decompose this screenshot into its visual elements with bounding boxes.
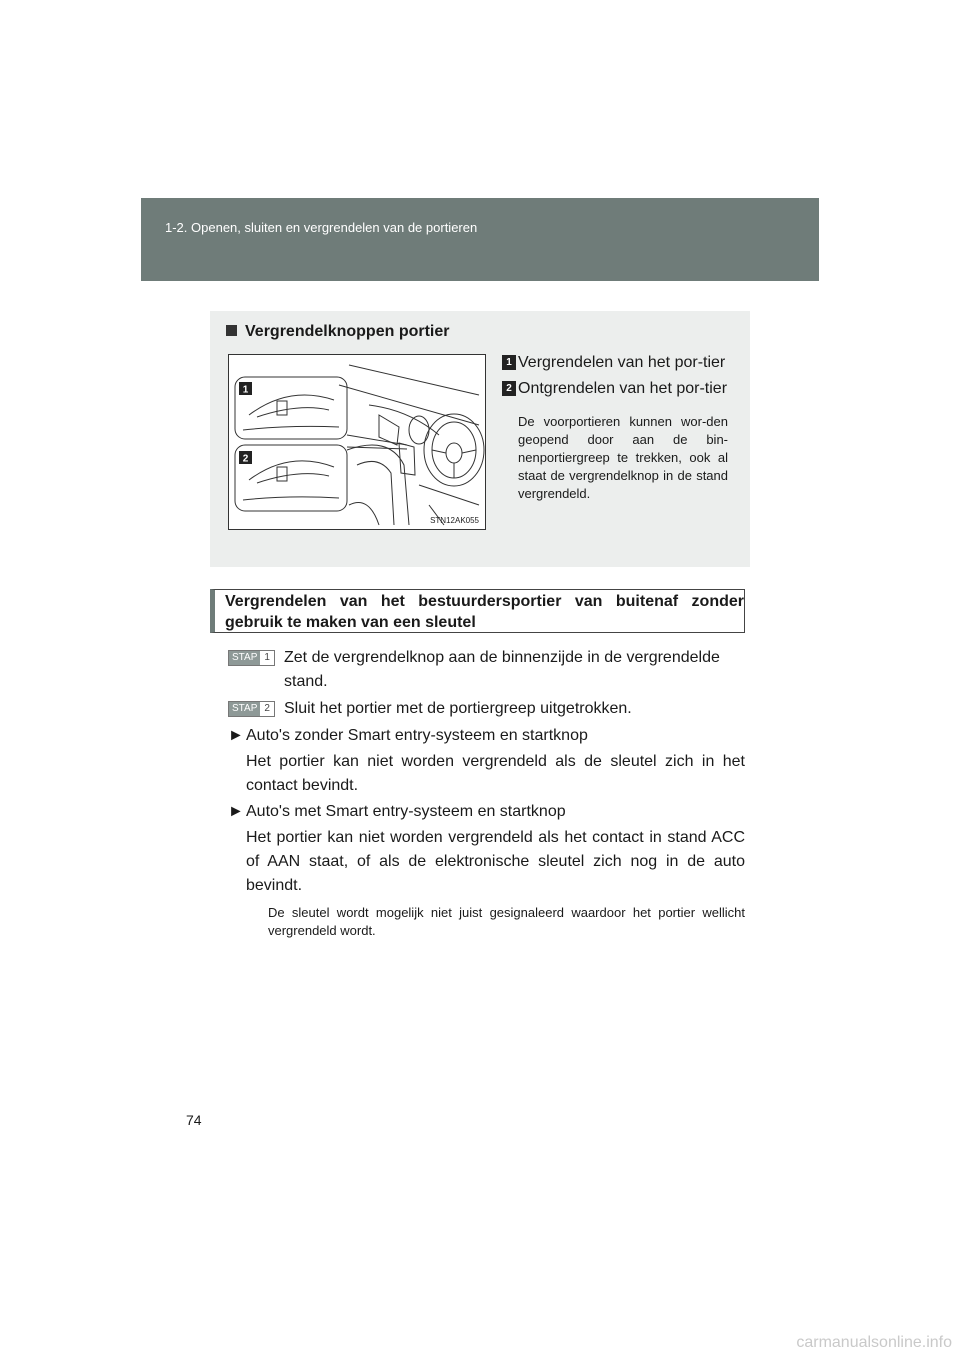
number-badge-icon: 1 [502,355,516,370]
page-number: 74 [186,1112,202,1128]
bullet-without-smart-entry: ► Auto's zonder Smart entry-systeem en startknop [228,724,745,748]
step-1: STAP 1 Zet de vergrendelknop aan de binnenzijde in de vergrendelde stand. [228,646,745,694]
legend-item-lock: 1 Vergrendelen van het por-tier [502,351,728,375]
step-badge-icon: STAP 2 [228,701,275,717]
paragraph: Het portier kan niet worden vergrendeld als het contact in stand ACC of AAN staat, of als de elektronische sleutel zich nog in de auto bevindt. [246,829,745,894]
box-title: Vergrendelknoppen portier [226,323,449,341]
door-lock-illustration [228,354,486,530]
step-2: STAP 2 Sluit het portier met de portiergreep uitgetrokken. [228,697,745,721]
car-interior-drawing [229,355,485,529]
small-note: De sleutel wordt mogelijk niet juist gesignaleerd waardoor het portier wellicht vergrendeld wordt. [268,905,745,938]
info-box [210,311,750,567]
svg-text:1: 1 [242,384,249,396]
square-bullet-icon [226,325,237,336]
legend [502,351,728,503]
triangle-right-icon: ► [228,727,244,744]
section-heading: Vergrendelen van het bestuurdersportier van buitenaf zonder gebruik te maken van een sleutel [210,589,745,633]
watermark: carmanualsonline.info [796,1334,952,1351]
bullet-with-smart-entry: ► Auto's met Smart entry-systeem en startknop [228,800,745,824]
step-badge-icon: STAP 1 [228,650,275,666]
chapter-title: 1-2. Openen, sluiten en vergrendelen van de portieren [165,220,478,235]
legend-note: De voorportieren kunnen wor-den geopend door aan de bin-nenportiergreep te trekken, ook al staat de vergrendelknop in de stand vergrendeld. [518,414,728,501]
number-badge-icon: 2 [502,381,516,396]
triangle-right-icon: ► [228,803,244,820]
chapter-header [141,198,819,281]
figure-code: STN12AK055 [430,516,479,525]
svg-text:2: 2 [242,453,249,465]
legend-item-unlock: 2 Ontgrendelen van het por-tier [502,377,728,401]
instructions [228,646,745,940]
paragraph: Het portier kan niet worden vergrendeld als de sleutel zich in het contact bevindt. [246,753,745,794]
